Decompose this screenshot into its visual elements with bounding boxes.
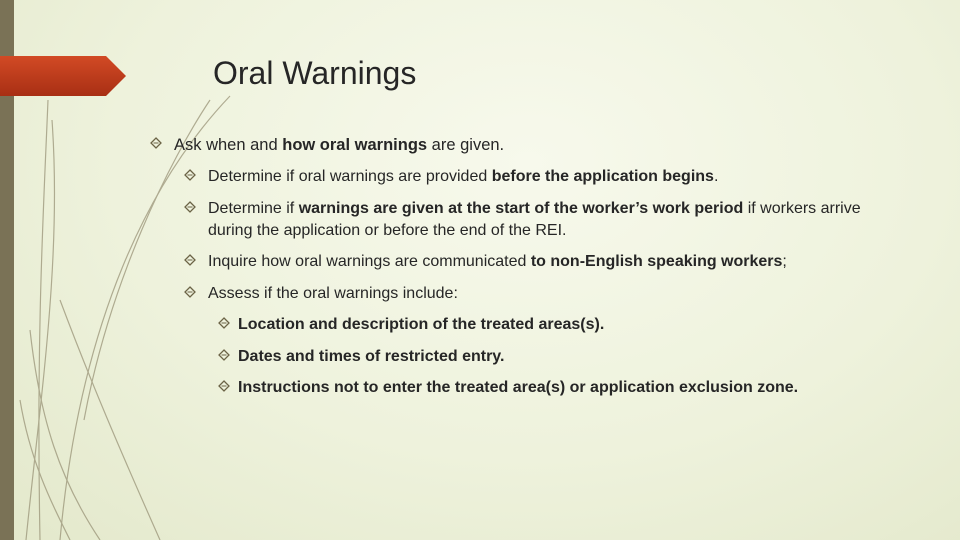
- bullet-text-segment: if workers arrive during the application or before the end of the REI.: [208, 200, 861, 239]
- bullet-text-segment: .: [713, 168, 719, 185]
- bullet-text-bold: Location and description of the treated areas(s).: [238, 316, 605, 333]
- diamond-outline-icon: [184, 169, 198, 181]
- bullet-text: [238, 377, 798, 399]
- bullet-text: [208, 283, 458, 305]
- bullet-text-segment: ;: [782, 253, 787, 270]
- page-title: Oral Warnings: [213, 55, 417, 91]
- bullet-text: [208, 251, 787, 273]
- bullet-text: [174, 134, 504, 156]
- bullet-item: [184, 251, 904, 273]
- bullet-text-bold: to non-English speaking workers: [530, 253, 783, 270]
- bullet-text: [238, 314, 604, 336]
- bullet-item: [184, 283, 904, 305]
- bullet-text: [238, 346, 504, 368]
- diamond-outline-icon: [184, 201, 198, 213]
- diamond-outline-icon: [218, 349, 232, 361]
- bullet-text: [208, 198, 904, 241]
- bullet-item: [184, 166, 904, 188]
- diamond-outline-icon: [218, 317, 232, 329]
- bullet-text-segment: Determine if oral warnings are provided: [208, 168, 492, 185]
- bullet-text-bold: Instructions not to enter the treated area(s) or application exclusion zone.: [238, 379, 799, 396]
- bullet-item: [218, 377, 918, 399]
- bullet-text: [208, 166, 718, 188]
- diamond-outline-icon: [184, 254, 198, 266]
- bullet-text-bold: before the application begins: [491, 168, 714, 185]
- bullet-text-segment: Ask when and: [174, 136, 283, 154]
- bullet-item: [218, 346, 918, 368]
- bullet-text-bold: Dates and times of restricted entry.: [238, 348, 505, 365]
- bullet-text-bold: how oral warnings: [282, 136, 428, 154]
- bullet-text-segment: are given.: [427, 136, 505, 154]
- bullet-item: [150, 134, 910, 156]
- diamond-outline-icon: [184, 286, 198, 298]
- diamond-outline-icon: [218, 380, 232, 392]
- bullet-item: [218, 314, 918, 336]
- bullet-item: [184, 198, 904, 241]
- bullet-text-bold: warnings are given at the start of the worker’s work period: [298, 200, 744, 217]
- bullet-text-segment: Inquire how oral warnings are communicated: [208, 253, 531, 270]
- bullet-text-segment: Determine if: [208, 200, 299, 217]
- diamond-outline-icon: [150, 137, 164, 149]
- bullet-text-segment: Assess if the oral warnings include:: [208, 285, 458, 302]
